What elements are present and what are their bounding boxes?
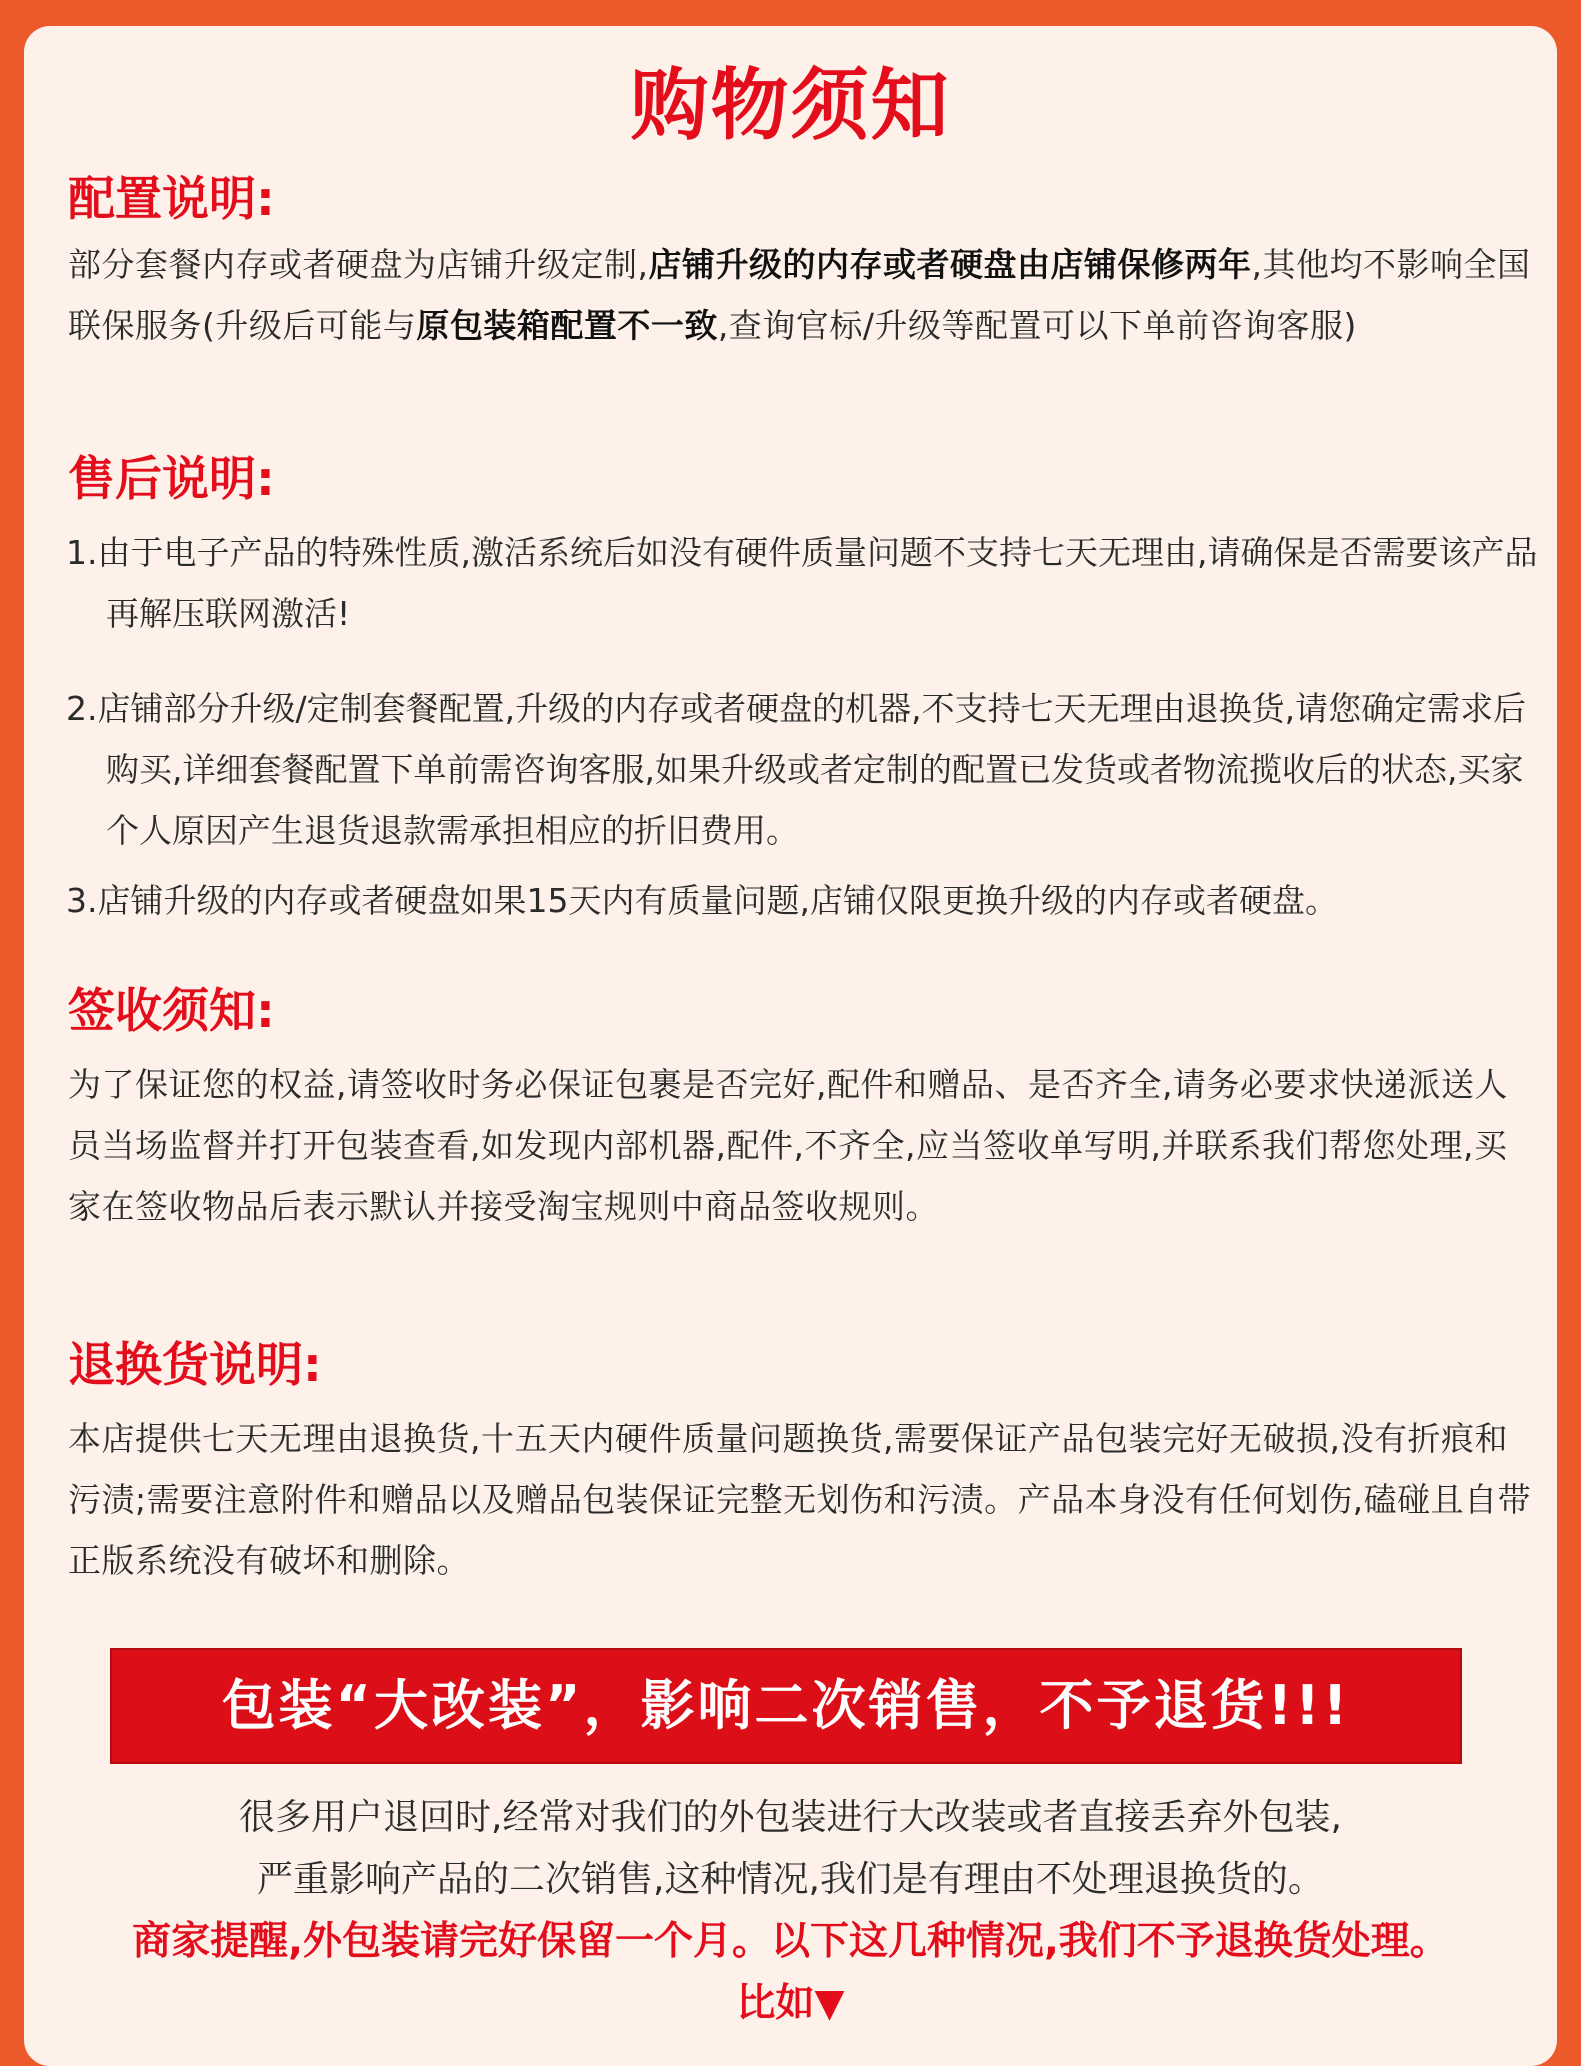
config-text-bold-1: 店铺升级的内存或者硬盘由店铺保修两年 bbox=[648, 245, 1252, 284]
config-text-5: ,查询官标/升级等配置可以下单前咨询客服) bbox=[717, 306, 1357, 345]
config-text-bold-2: 原包装箱配置不一致 bbox=[416, 306, 718, 345]
signing-text: 为了保证您的权益,请签收时务必保证包裹是否完好,配件和赠品、是否齐全,请务必要求快递派送人员当场监督并打开包装查看,如发现内部机器,配件,不齐全,应当签收单写明,并联系我们帮您处理,买家在签收物品后表示默认并接受淘宝规则中商品签收规则。 bbox=[68, 1065, 1508, 1226]
shopping-notice-card bbox=[24, 26, 1557, 2066]
merchant-reminder: 商家提醒,外包装请完好保留一个月。以下这几种情况,我们不予退换货处理。 bbox=[132, 1919, 1449, 1964]
aftersale-item-2: 2.店铺部分升级/定制套餐配置,升级的内存或者硬盘的机器,不支持七天无理由退换货,请您确定需求后购买,详细套餐配置下单前需咨询客服,如果升级或者定制的配置已发货或者物流揽收后的状态,买家个人原因产生退货退款需承担相应的折旧费用。 bbox=[66, 689, 1527, 850]
example-label: 比如▼ bbox=[736, 1981, 845, 2026]
returns-heading: 退换货说明: bbox=[68, 1338, 322, 1393]
config-text bbox=[68, 234, 1538, 356]
signing-heading: 签收须知: bbox=[68, 984, 275, 1039]
config-text-3: ,其他均不影响全国联保服务(升级后可能与 bbox=[68, 245, 1531, 345]
returns-text: 本店提供七天无理由退换货,十五天内硬件质量问题换货,需要保证产品包装完好无破损,没有折痕和污渍;需要注意附件和赠品以及赠品包装保证完整无划伤和污渍。产品本身没有任何划伤,磕碰且自带正版系统没有破坏和删除。 bbox=[68, 1419, 1532, 1580]
notice-line-2: 严重影响产品的二次销售,这种情况,我们是有理由不处理退换货的。 bbox=[257, 1859, 1324, 1900]
aftersale-heading: 售后说明: bbox=[68, 452, 275, 507]
aftersale-item-3: 3.店铺升级的内存或者硬盘如果15天内有质量问题,店铺仅限更换升级的内存或者硬盘。 bbox=[66, 881, 1338, 920]
no-return-banner: 包装“大改装”，影响二次销售，不予退货!!! bbox=[110, 1648, 1462, 1764]
config-text-1: 部分套餐内存或者硬盘为店铺升级定制, bbox=[68, 245, 649, 284]
notice-line-1: 很多用户退回时,经常对我们的外包装进行大改装或者直接丢弃外包装, bbox=[239, 1797, 1342, 1838]
page-title: 购物须知 bbox=[630, 61, 951, 151]
aftersale-item-1: 1.由于电子产品的特殊性质,激活系统后如没有硬件质量问题不支持七天无理由,请确保是否需要该产品再解压联网激活! bbox=[66, 533, 1538, 633]
config-heading: 配置说明: bbox=[68, 172, 275, 227]
